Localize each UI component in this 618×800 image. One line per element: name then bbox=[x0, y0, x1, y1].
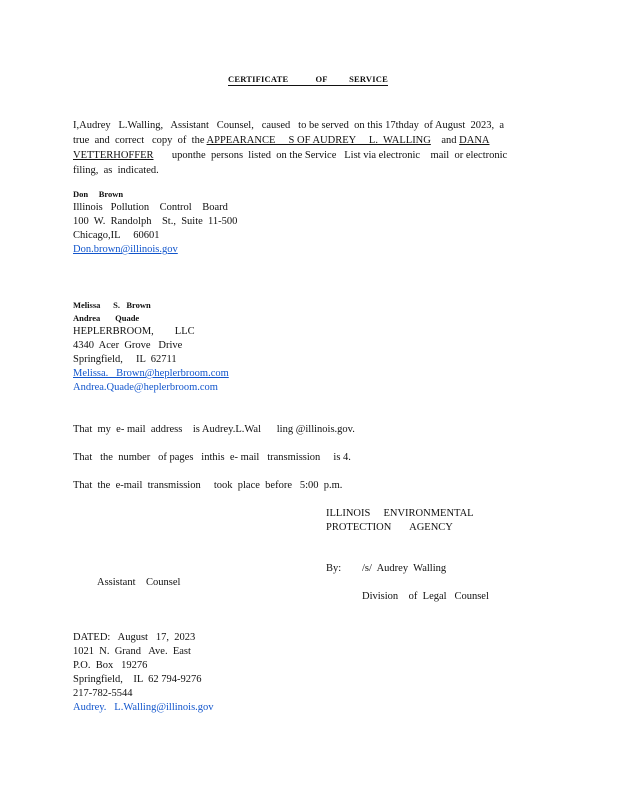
recipient-email-link-2[interactable]: Andrea.Quade@heplerbroom.com bbox=[73, 382, 218, 393]
statement-transmission-time: That the e-mail transmission took place before 5:00 p.m. bbox=[73, 480, 343, 491]
intro-line-3-rest: uponthe persons listed on the Service List via electronic mail or electronic bbox=[153, 150, 508, 161]
dated-line: DATED: August 17, 2023 bbox=[73, 632, 196, 643]
intro-line-3 bbox=[73, 148, 531, 163]
document-title: APPEARANCE S OF AUDREY L. WALLING bbox=[206, 135, 431, 146]
intro-line-2-mid: and bbox=[430, 135, 460, 146]
recipient-address-2: Chicago,IL 60601 bbox=[73, 230, 160, 241]
footer-address-2: P.O. Box 19276 bbox=[73, 660, 148, 671]
dana-name: DANA bbox=[459, 135, 490, 146]
agency-line-1: ILLINOIS ENVIRONMENTAL bbox=[326, 508, 474, 519]
signature-by-label: By: bbox=[326, 563, 342, 574]
recipient-email-link[interactable]: Don.brown@illinois.gov bbox=[73, 244, 178, 255]
recipient-name: Don Brown bbox=[73, 189, 124, 199]
intro-line-2 bbox=[73, 133, 531, 148]
footer-email-link[interactable]: Audrey. L.Walling@illinois.gov bbox=[73, 702, 214, 713]
footer-address-1: 1021 N. Grand Ave. East bbox=[73, 646, 191, 657]
certificate-title bbox=[228, 74, 388, 86]
signature-name: /s/ Audrey Walling bbox=[362, 563, 447, 574]
recipient-email-link-1[interactable]: Melissa. Brown@heplerbroom.com bbox=[73, 368, 229, 379]
recipient-org: Illinois Pollution Control Board bbox=[73, 202, 228, 213]
recipient-block-2 bbox=[73, 299, 257, 395]
intro-line-2-prefix: true and correct copy of the bbox=[73, 135, 207, 146]
title-part-service: SERVICE bbox=[349, 74, 388, 84]
vetterhoffer-name: VETTERHOFFER bbox=[73, 150, 154, 161]
recipient-address-1: 4340 Acer Grove Drive bbox=[73, 340, 183, 351]
statement-page-count: That the number of pages inthis e- mail transmission is 4. bbox=[73, 452, 351, 463]
recipient-org: HEPLERBROOM, LLC bbox=[73, 326, 195, 337]
recipient-address-2: Springfield, IL 62711 bbox=[73, 354, 177, 365]
title-part-certificate: CERTIFICATE bbox=[228, 74, 289, 84]
agency-line-2: PROTECTION AGENCY bbox=[326, 522, 453, 533]
intro-line-1: I,Audrey L.Walling, Assistant Counsel, caused to be served on this 17thday of August 2023, a bbox=[73, 120, 505, 131]
agency-block bbox=[326, 507, 474, 535]
title-part-of: OF bbox=[315, 74, 328, 84]
statement-email-address: That my e- mail address is Audrey.L.Wal ling @illinois.gov. bbox=[73, 424, 355, 435]
footer-block bbox=[73, 631, 214, 715]
recipient-address-1: 100 W. Randolph St., Suite 11-500 bbox=[73, 216, 238, 227]
recipient-block-1 bbox=[73, 188, 237, 257]
footer-address-3: Springfield, IL 62 794-9276 bbox=[73, 674, 202, 685]
recipient-name-1: Melissa S. Brown bbox=[73, 300, 151, 310]
signature-title: Assistant Counsel bbox=[97, 577, 181, 588]
footer-phone: 217-782-5544 bbox=[73, 688, 133, 699]
intro-line-4: filing, as indicated. bbox=[73, 165, 159, 176]
intro-paragraph bbox=[73, 118, 531, 178]
recipient-name-2: Andrea Quade bbox=[73, 313, 140, 323]
signature-division: Division of Legal Counsel bbox=[362, 591, 489, 602]
